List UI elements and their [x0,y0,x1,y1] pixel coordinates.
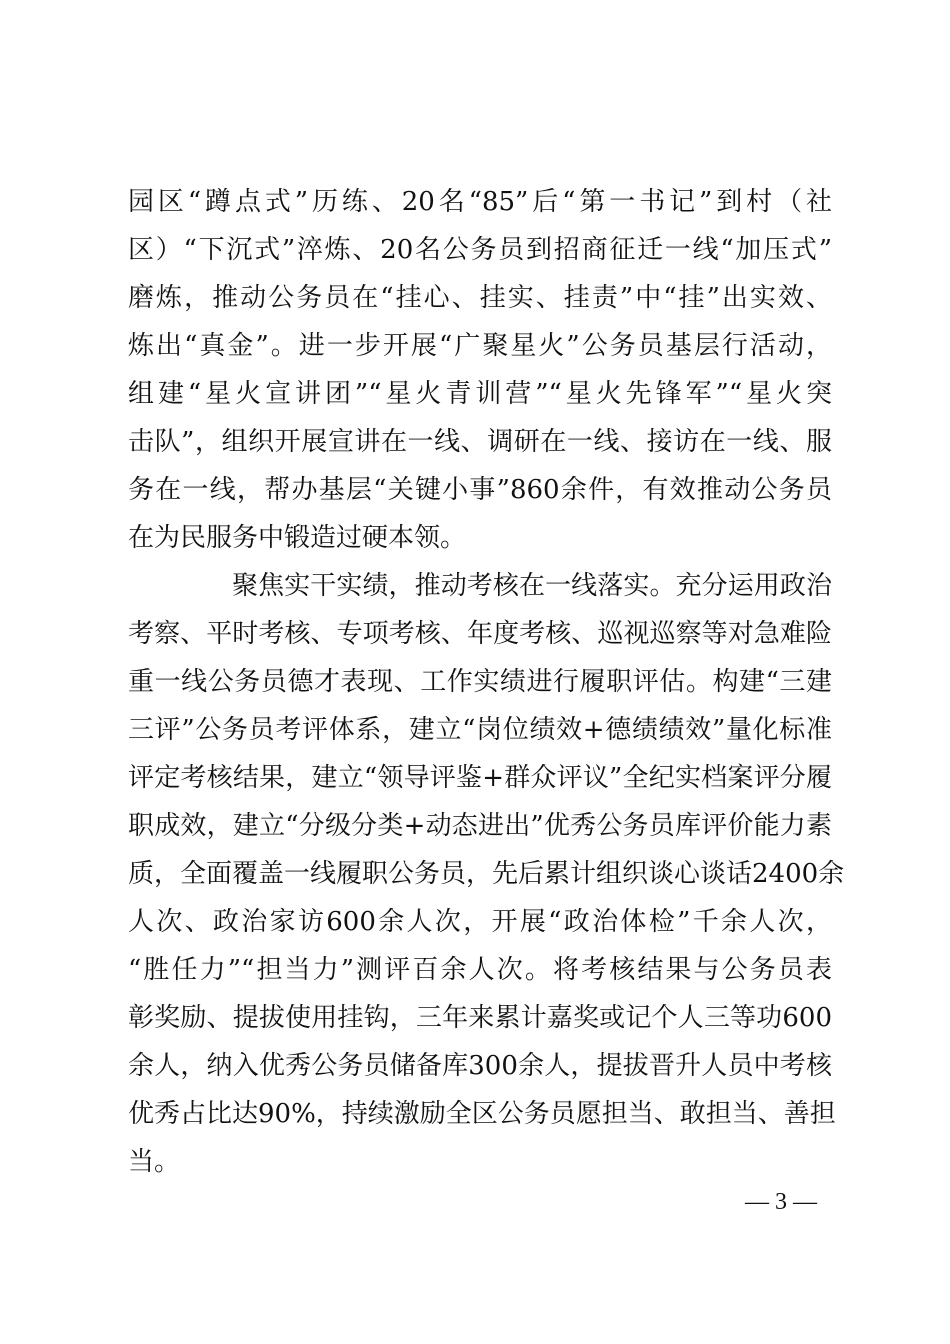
paragraph-line: 当。 [128,1147,181,1177]
paragraph-line: 余人，纳入优秀公务员储备库300余人，提拔晋升人员中考核 [128,1051,832,1081]
paragraph-line: 聚焦实干实绩，推动考核在一线落实。充分运用政治 [232,571,832,601]
paragraph-line: 彰奖励、提拔使用挂钩，三年来累计嘉奖或记个人三等功600 [128,1003,832,1033]
paragraph-line: 三评”公务员考评体系，建立“岗位绩效+德绩绩效”量化标准 [128,715,832,745]
paragraph-line: 组建“星火宣讲团”“星火青训营”“星火先锋军”“星火突 [128,379,832,409]
paragraph-line: 重一线公务员德才表现、工作实绩进行履职评估。构建“三建 [128,667,832,697]
paragraph-line: 考察、平时考核、专项考核、年度考核、巡视巡察等对急难险 [128,619,832,649]
paragraph-line: 职成效，建立“分级分类+动态进出”优秀公务员库评价能力素 [128,811,832,841]
paragraph-1 [128,178,832,562]
paragraph-2 [128,562,845,1186]
paragraph-line: 优秀占比达90%，持续激励全区公务员愿担当、敢担当、善担 [128,1099,836,1129]
paragraph-line: 击队”，组织开展宣讲在一线、调研在一线、接访在一线、服 [128,427,832,457]
paragraph-line: 务在一线，帮办基层“关键小事”860余件，有效推动公务员 [128,475,832,505]
paragraph-line: 区）“下沉式”淬炼、20名公务员到招商征迁一线“加压式” [128,235,832,265]
paragraph-line: 炼出“真金”。进一步开展“广聚星火”公务员基层行活动， [128,331,832,361]
paragraph-line: 评定考核结果，建立“领导评鉴+群众评议”全纪实档案评分履 [128,763,832,793]
paragraph-line: 质，全面覆盖一线履职公务员，先后累计组织谈心谈话2400余 [128,859,845,889]
page-number: — 3 — [745,1189,817,1215]
document-body [128,178,845,1186]
paragraph-line: 人次、政治家访600余人次，开展“政治体检”千余人次， [128,907,832,937]
paragraph-line: “胜任力”“担当力”测评百余人次。将考核结果与公务员表 [128,955,832,985]
paragraph-line: 在为民服务中锻造过硬本领。 [128,523,467,553]
paragraph-line: 园区“蹲点式”历练、20名“85”后“第一书记”到村（社 [128,187,832,217]
paragraph-line: 磨炼，推动公务员在“挂心、挂实、挂责”中“挂”出实效、 [128,283,832,313]
